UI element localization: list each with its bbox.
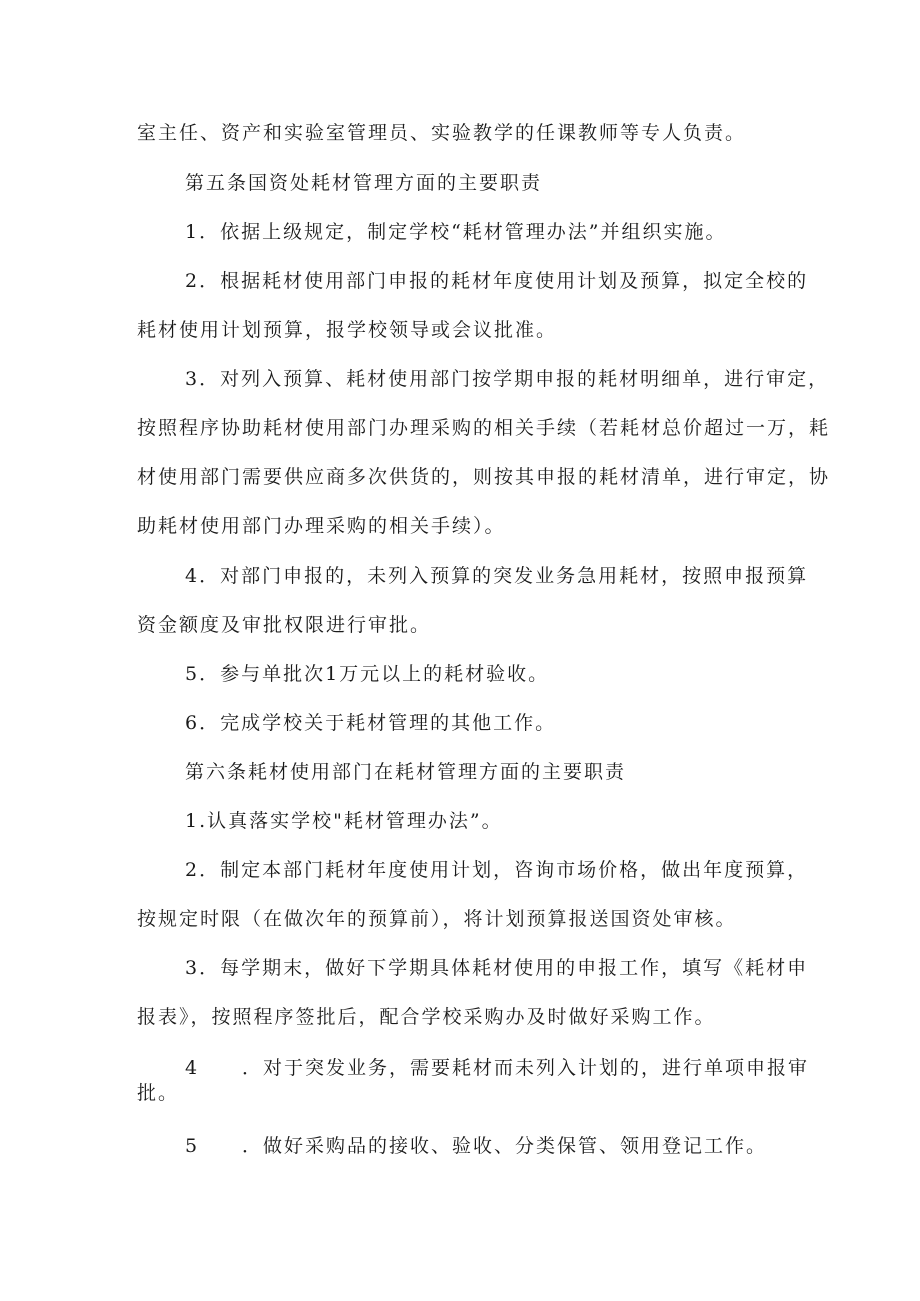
article-5-item-3: 3．对列入预算、耗材使用部门按学期申报的耗材明细单，进行审定， — [185, 368, 830, 390]
article-5-item-5: 5．参与单批次1万元以上的耗材验收。 — [185, 663, 550, 685]
item-text: ．做好采购品的接收、验收、分类保管、领用登记工作。 — [242, 1135, 768, 1157]
paragraph-line: 按照程序协助耗材使用部门办理采购的相关手续（若耗材总价超过一万，耗 — [137, 417, 831, 439]
article-5-item-4: 4．对部门申报的，未列入预算的突发业务急用耗材，按照申报预算 — [185, 565, 809, 587]
article-6-item-2: 2．制定本部门耗材年度使用计划，咨询市场价格，做出年度预算， — [185, 859, 809, 881]
paragraph-line: 室主任、资产和实验室管理员、实验教学的任课教师等专人负责。 — [137, 122, 747, 144]
paragraph-line: 耗材使用计划预算，报学校领导或会议批准。 — [137, 319, 558, 341]
paragraph-line: 批。 — [137, 1082, 180, 1104]
article-5-heading: 第五条国资处耗材管理方面的主要职责 — [185, 172, 543, 194]
paragraph-line: 按规定时限（在做次年的预算前），将计划预算报送国资处审核。 — [137, 908, 737, 930]
article-6-item-1: 1.认真落实学校"耗材管理办法”。 — [185, 810, 503, 832]
item-number: 4 — [185, 1057, 200, 1079]
paragraph-line: 材使用部门需要供应商多次供货的，则按其申报的耗材清单，进行审定，协 — [137, 466, 831, 488]
article-5-item-6: 6．完成学校关于耗材管理的其他工作。 — [185, 712, 557, 734]
paragraph-line: 报表》，按照程序签批后，配合学校采购办及时做好采购工作。 — [137, 1006, 716, 1028]
article-6-item-5 — [185, 1134, 767, 1158]
paragraph-line: 资金额度及审批权限进行审批。 — [137, 614, 432, 636]
item-text: ．对于突发业务，需要耗材而未列入计划的，进行单项申报审 — [242, 1057, 810, 1079]
article-5-item-1: 1．依据上级规定，制定学校“耗材管理办法”并组织实施。 — [185, 221, 727, 243]
item-number: 5 — [185, 1135, 200, 1157]
article-6-item-4 — [185, 1056, 809, 1080]
paragraph-line: 助耗材使用部门办理采购的相关手续）。 — [137, 515, 506, 537]
article-5-item-2: 2．根据耗材使用部门申报的耗材年度使用计划及预算，拟定全校的 — [185, 270, 809, 292]
article-6-item-3: 3．每学期末，做好下学期具体耗材使用的申报工作，填写《耗材申 — [185, 957, 809, 979]
article-6-heading: 第六条耗材使用部门在耗材管理方面的主要职责 — [185, 761, 627, 783]
